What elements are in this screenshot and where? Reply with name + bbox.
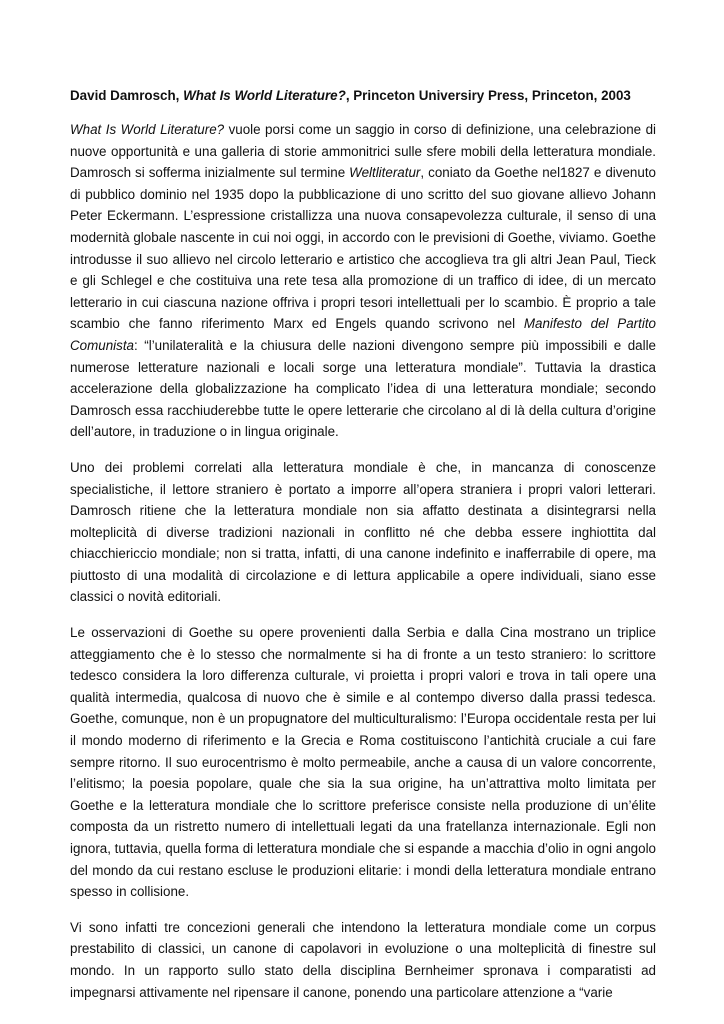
body-paragraph [70,119,656,443]
italic-text-run: Weltliteratur [349,165,421,181]
citation-title: What Is World Literature? [183,88,346,103]
text-run: , coniato da Goethe nel1827 e divenuto di pubblico dominio nel 1935 dopo la pubblicazione di uno scritto del suo giovane allievo Johann Peter Eckermann. L’espressione cristallizza una nuova consapevolezza culturale, il senso di una modernità globale nascente in cui noi oggi, in accordo con le previsioni di Goethe, viviamo. Goethe introdusse il suo allievo nel circolo letterario e artistico che accoglieva tra gli altri Jean Paul, Tieck e gli Schlegel e che costituiva una rete tesa alla promozione di un traffico di idee, di un mercato letterario in cui ciascuna nazione offriva i propri tesori intellettuali per lo scambio. È proprio a tale scambio che fanno riferimento Marx ed Engels quando scrivono nel [70,165,656,332]
body-paragraph [70,622,656,903]
italic-text-run: What Is World Literature? [70,122,225,137]
text-run: Vi sono infatti tre concezioni generali che intendono la letteratura mondiale come un corpus prestabilito di classici, un canone di capolavori in evoluzione o una molteplicità di finestre sul mondo. In un rapporto sullo stato della disciplina Bernheimer spronava i comparatisti ad impegnarsi attivamente nel ripensare il canone, ponendo una particolare attenzione a “varie [70,919,656,1000]
text-run: Uno dei problemi correlati alla letteratura mondiale è che, in mancanza di conoscenze specialistiche, il lettore straniero è portato a imporre all’opera straniera i propri valori letterari. Damrosch ritiene che la letteratura mondiale non sia affatto destinata a disintegrarsi nella molteplicità di diverse tradizioni nazionali in conflitto né che debba essere inghiottita dal chiacchiericcio mondiale; non si tratta, infatti, di una canone indefinito e inafferrabile di opere, ma piuttosto di una modalità di circolazione e di lettura applicabile a opere individuali, siano esse classici o novità editoriali. [70,459,656,605]
body-paragraph [70,917,656,1003]
document-page [70,86,656,1003]
italic-text-run: Manifesto del Partito Comunista [70,316,656,353]
text-run: Le osservazioni di Goethe su opere provenienti dalla Serbia e dalla Cina mostrano un triplice atteggiamento che è lo stesso che normalmente si ha di fronte a un testo straniero: lo scrittore tedesco considera la loro differenza culturale, vi proietta i propri valori e trova in tali opere una qualità intermedia, qualcosa di nuovo che è simile e al contempo diverso dalla prassi tedesca. Goethe, comunque, non è un propugnatore del multiculturalismo: l’Europa occidentale resta per lui il mondo moderno di riferimento e la Grecia e Roma costituiscono l’antichità cruciale a cui fare sempre ritorno. Il suo eurocentrismo è molto permeabile, anche a causa di un valore concorrente, l’elitismo; la poesia popolare, quale che sia la sua origine, ha un’attrattiva molto limitata per Goethe e la letteratura mondiale che lo scrittore preferisce consiste nella produzione di un’élite composta da un ristretto numero di intellettuali legati da una fratellanza internazionale. Egli non ignora, tuttavia, quella forma di letteratura mondiale che si espande a macchia d’olio in ogni angolo del mondo da cui restano escluse le produzioni elitarie: i mondi della letteratura mondiale entrano spesso in collisione. [70,625,656,900]
citation-author: David Damrosch, [70,88,184,103]
text-run: vuole porsi come un saggio in corso di definizione, una celebrazione di nuove opportunità e una galleria di storie ammonitrici sulle sfere mobili della letteratura mondiale. Damrosch si sofferma inizialmente sul termine [70,122,656,181]
citation-publisher: , Princeton Universiry Press, Princeton, 2003 [345,88,631,103]
body-paragraph [70,457,656,608]
text-run: : “l’unilateralità e la chiusura delle nazioni divengono sempre più impossibili e dalle numerose letterature nazionali e locali sorge una letteratura mondiale”. Tuttavia la drastica accelerazione della globalizzazione ha complicato l’idea di una letteratura mondiale; secondo Damrosch essa racchiuderebbe tutte le opere letterarie che circolano al di là della cultura d’origine dell’autore, in traduzione o in lingua originale. [70,337,656,440]
citation-heading [70,86,656,105]
